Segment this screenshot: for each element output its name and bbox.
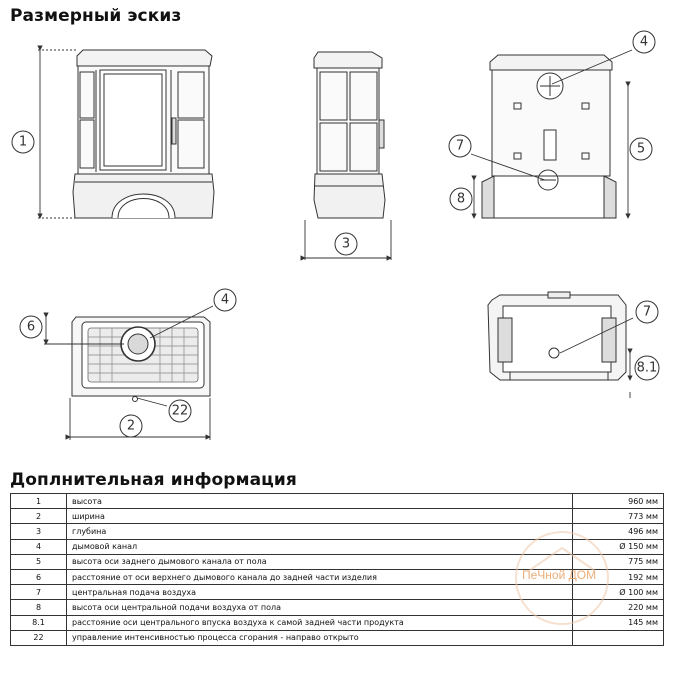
row-number: 8 — [11, 600, 67, 615]
row-label: высота — [67, 494, 573, 509]
row-label: глубина — [67, 524, 573, 539]
top-view-drawing — [72, 317, 210, 402]
row-value — [573, 630, 664, 645]
table-row — [11, 600, 664, 615]
front-view-drawing — [73, 50, 214, 218]
row-value: 220 мм — [573, 600, 664, 615]
rear-view-drawing — [482, 55, 616, 218]
row-number: 7 — [11, 585, 67, 600]
row-label: ширина — [67, 509, 573, 524]
callout-22-label: 22 — [171, 403, 189, 419]
row-number: 2 — [11, 509, 67, 524]
row-label: управление интенсивностью процесса сгорания - направо открыто — [67, 630, 573, 645]
callout-4b-label: 4 — [220, 292, 230, 308]
callout-8-1-label: 8.1 — [636, 360, 658, 376]
watermark-text: ПеЧной ДОМ — [522, 568, 597, 582]
row-value: 775 мм — [573, 554, 664, 569]
row-label: центральная подача воздуха — [67, 585, 573, 600]
table-row — [11, 585, 664, 600]
row-number: 4 — [11, 539, 67, 554]
bottom-view-drawing — [488, 292, 626, 380]
row-number: 3 — [11, 524, 67, 539]
row-value: 773 мм — [573, 509, 664, 524]
callout-7b-label: 7 — [642, 304, 652, 320]
side-view-drawing — [314, 52, 385, 218]
callout-1-label: 1 — [18, 134, 28, 150]
row-value: 496 мм — [573, 524, 664, 539]
table-row — [11, 494, 664, 509]
row-label: дымовой канал — [67, 539, 573, 554]
callout-2-label: 2 — [126, 418, 136, 434]
sketch-title: Размерный эскиз — [10, 6, 182, 26]
row-value: Ø 150 мм — [573, 539, 664, 554]
row-number: 22 — [11, 630, 67, 645]
row-number: 5 — [11, 554, 67, 569]
row-label: расстояние оси центрального впуска воздуха к самой задней части продукта — [67, 615, 573, 630]
table-row — [11, 630, 664, 645]
callout-3-label: 3 — [341, 236, 351, 252]
row-value: 145 мм — [573, 615, 664, 630]
row-value: 192 мм — [573, 569, 664, 584]
callout-5-label: 5 — [636, 141, 646, 157]
callout-6-label: 6 — [26, 319, 36, 335]
table-row — [11, 509, 664, 524]
callout-8-label: 8 — [456, 191, 466, 207]
row-number: 6 — [11, 569, 67, 584]
row-value: Ø 100 мм — [573, 585, 664, 600]
callout-7a-label: 7 — [455, 138, 465, 154]
row-number: 1 — [11, 494, 67, 509]
info-title: Доплнительная информация — [10, 470, 297, 490]
row-value: 960 мм — [573, 494, 664, 509]
table-row — [11, 615, 664, 630]
row-label: расстояние от оси верхнего дымового канала до задней части изделия — [67, 569, 573, 584]
table-row — [11, 524, 664, 539]
callout-4a-label: 4 — [639, 34, 649, 50]
row-number: 8.1 — [11, 615, 67, 630]
row-label: высота оси заднего дымового канала от пола — [67, 554, 573, 569]
table-row — [11, 539, 664, 554]
row-label: высота оси центральной подачи воздуха от пола — [67, 600, 573, 615]
